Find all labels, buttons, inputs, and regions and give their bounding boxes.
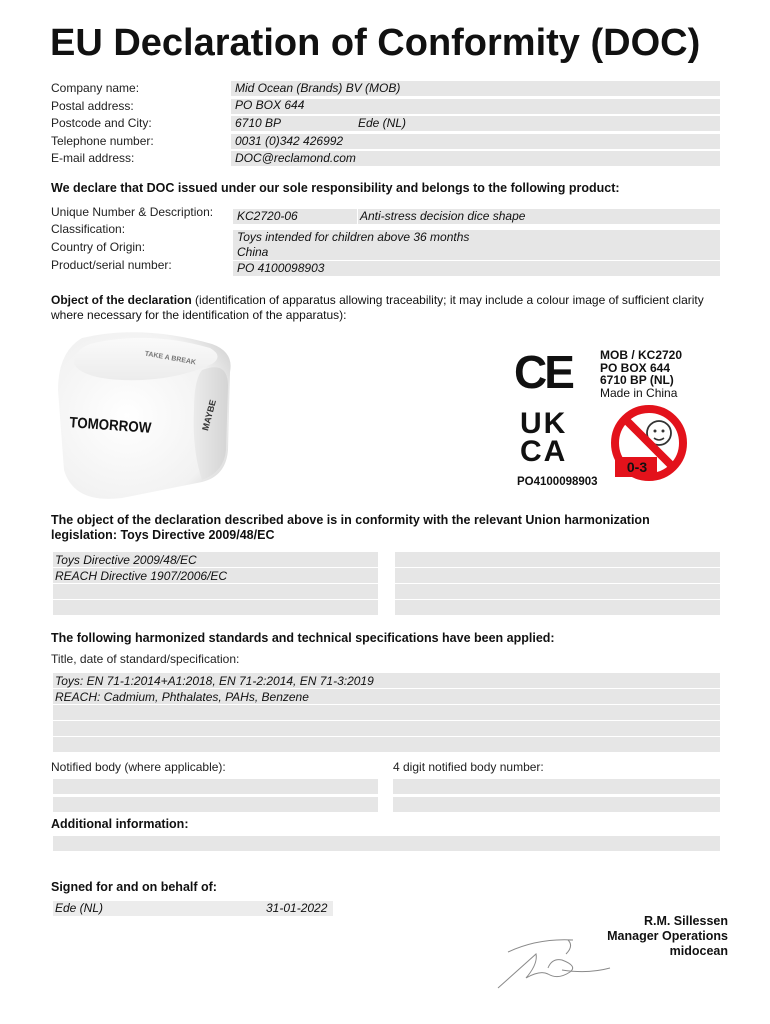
signature-icon	[478, 930, 618, 995]
marking-po: PO4100098903	[517, 476, 598, 488]
directive-value: Toys Directive 2009/48/EC	[55, 553, 197, 567]
notified-number-field[interactable]	[393, 779, 720, 794]
label-classification: Classification:	[51, 222, 126, 236]
company-name-value: Mid Ocean (Brands) BV (MOB)	[235, 81, 401, 95]
ukca-mark-icon	[520, 407, 590, 468]
label-postcode-city: Postcode and City:	[51, 116, 152, 130]
directive-field-right[interactable]	[395, 568, 720, 583]
object-heading: Object of the declaration	[51, 293, 192, 307]
notified-body-field[interactable]	[53, 779, 378, 794]
city-value: Ede (NL)	[358, 116, 407, 130]
signatory-role: Manager Operations	[607, 929, 728, 943]
standard-value: Toys: EN 71-1:2014+A1:2018, EN 71-2:2014, EN 71-3:2019	[55, 674, 374, 688]
notified-body-label: Notified body (where applicable):	[51, 760, 226, 774]
postcode-value: 6710 BP	[235, 116, 282, 130]
label-postal-address: Postal address:	[51, 99, 134, 113]
standard-field[interactable]	[53, 737, 720, 752]
directive-field-right[interactable]	[395, 584, 720, 599]
signatory-name: R.M. Sillessen	[643, 914, 728, 928]
dice-side-text: MAYBE	[200, 398, 219, 432]
standard-field[interactable]	[53, 705, 720, 720]
dice-top-text: TAKE A BREAK	[144, 350, 197, 367]
classification-value: Toys intended for children above 36 months	[237, 230, 470, 244]
postal-address-value: PO BOX 644	[235, 98, 305, 112]
postcode-city-field[interactable]	[231, 116, 720, 131]
directive-field-right[interactable]	[395, 552, 720, 567]
signed-date: 31-01-2022	[266, 901, 328, 915]
directive-field-right[interactable]	[395, 600, 720, 615]
signed-place: Ede (NL)	[55, 901, 104, 915]
directive-field[interactable]	[53, 600, 378, 615]
additional-info-label: Additional information:	[51, 817, 189, 831]
origin-field[interactable]	[233, 245, 720, 260]
notified-number-field[interactable]	[393, 797, 720, 812]
standards-heading: The following harmonized standards and technical specifications have been applied:	[51, 631, 555, 645]
not-suitable-age-icon	[601, 405, 697, 481]
standard-field[interactable]	[53, 721, 720, 736]
product-number-value: KC2720-06	[237, 209, 298, 223]
label-country-origin: Country of Origin:	[51, 240, 146, 254]
origin-value: China	[237, 245, 269, 259]
declaration-statement: We declare that DOC issued under our sole responsibility and belongs to the following product:	[51, 181, 620, 195]
label-unique-number: Unique Number & Description:	[51, 205, 214, 219]
marking-address-line: MOB / KC2720	[600, 348, 683, 362]
marking-address-line: 6710 BP (NL)	[600, 373, 674, 387]
ce-mark-icon: CE	[514, 346, 572, 398]
standard-value: REACH: Cadmium, Phthalates, PAHs, Benzene	[55, 690, 309, 704]
label-company-name: Company name:	[51, 81, 140, 95]
ukca-bottom: CA	[520, 435, 568, 468]
label-email: E-mail address:	[51, 151, 135, 165]
directive-field[interactable]	[53, 584, 378, 599]
email-value: DOC@reclamond.com	[235, 151, 356, 165]
marking-address-line: PO BOX 644	[600, 360, 671, 375]
directive-value: REACH Directive 1907/2006/EC	[55, 569, 228, 583]
serial-value: PO 4100098903	[237, 261, 325, 275]
dice-front-text: TOMORROW	[68, 414, 163, 438]
standards-sublabel: Title, date of standard/specification:	[51, 652, 240, 666]
product-dice-image	[52, 330, 237, 500]
object-description: (identification of apparatus allowing traceability; it may include a colour image of sufficient clarity where necessary for the identification of the apparatus):	[51, 293, 704, 322]
age-label: 0-3	[626, 459, 648, 475]
signatory-block	[607, 914, 728, 959]
signed-label: Signed for and on behalf of:	[51, 880, 217, 894]
additional-info-field[interactable]	[53, 836, 720, 851]
ukca-top: UK	[520, 407, 568, 440]
label-telephone: Telephone number:	[51, 134, 154, 148]
page-title: EU Declaration of Conformity (DOC)	[50, 22, 701, 64]
label-serial-number: Product/serial number:	[51, 258, 172, 272]
notified-body-field[interactable]	[53, 797, 378, 812]
notified-number-label: 4 digit notified body number:	[393, 760, 544, 774]
marking-address	[600, 349, 682, 399]
object-declaration-text	[51, 293, 726, 323]
telephone-value: 0031 (0)342 426992	[235, 134, 344, 148]
marking-address-line: Made in China	[600, 385, 678, 400]
signatory-company: midocean	[669, 944, 728, 958]
conformity-statement: The object of the declaration described above is in conformity with the relevant Union harmonization legislation: Toys Directive 2009/48/EC	[51, 513, 650, 542]
product-description-value: Anti-stress decision dice shape	[360, 209, 526, 223]
